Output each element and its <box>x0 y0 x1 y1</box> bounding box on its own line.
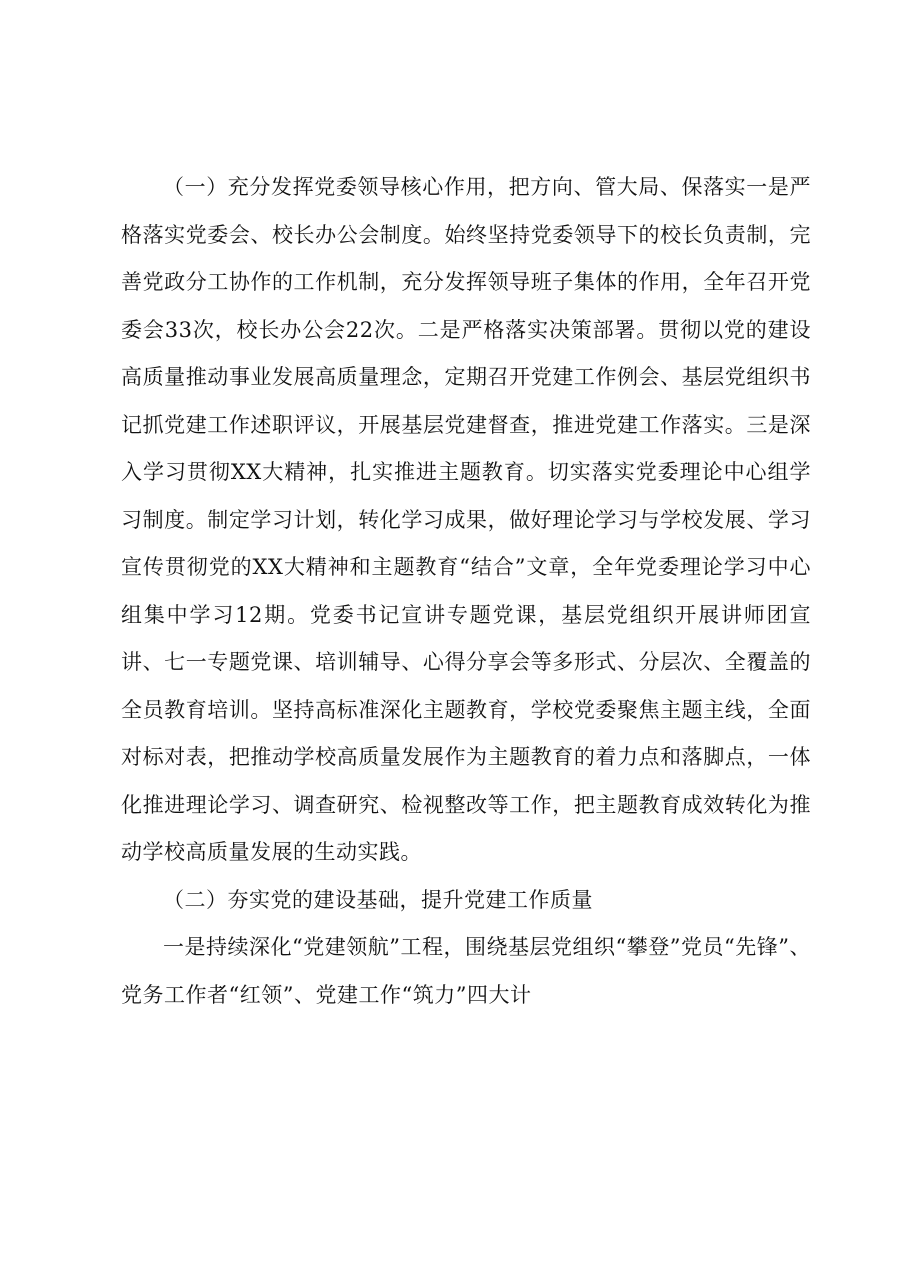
document-body <box>121 164 811 1019</box>
paragraph-section-two: 一是持续深化“党建领航”工程，围绕基层党组织“攀登”党员“先锋”、党务工作者“红领”、党建工作“筑力”四大计 <box>121 935 811 1007</box>
section-heading-two: （二）夯实党的建设基础，提升党建工作质量 <box>163 887 593 912</box>
paragraph-section-one: （一）充分发挥党委领导核心作用，把方向、管大局、保落实一是严格落实党委会、校长办公会制度。始终坚持党委领导下的校长负责制，完善党政分工协作的工作机制，充分发挥领导班子集体的作用，全年召开党委会33次，校长办公会22次。二是严格落实决策部署。贯彻以党的建设高质量推动事业发展高质量理念，定期召开党建工作例会、基层党组织书记抓党建工作述职评议，开展基层党建督查，推进党建工作落实。三是深入学习贯彻XX大精神，扎实推进主题教育。切实落实党委理论中心组学习制度。制定学习计划，转化学习成果，做好理论学习与学校发展、学习宣传贯彻党的XX大精神和主题教育“结合”文章，全年党委理论学习中心组集中学习12期。党委书记宣讲专题党课，基层党组织开展讲师团宣讲、七一专题党课、培训辅导、心得分享会等多形式、分层次、全覆盖的全员教育培训。坚持高标准深化主题教育，学校党委聚焦主题主线，全面对标对表，把推动学校高质量发展作为主题教育的着力点和落脚点，一体化推进理论学习、调查研究、检视整改等工作，把主题教育成效转化为推动学校高质量发展的生动实践。 <box>121 175 811 864</box>
